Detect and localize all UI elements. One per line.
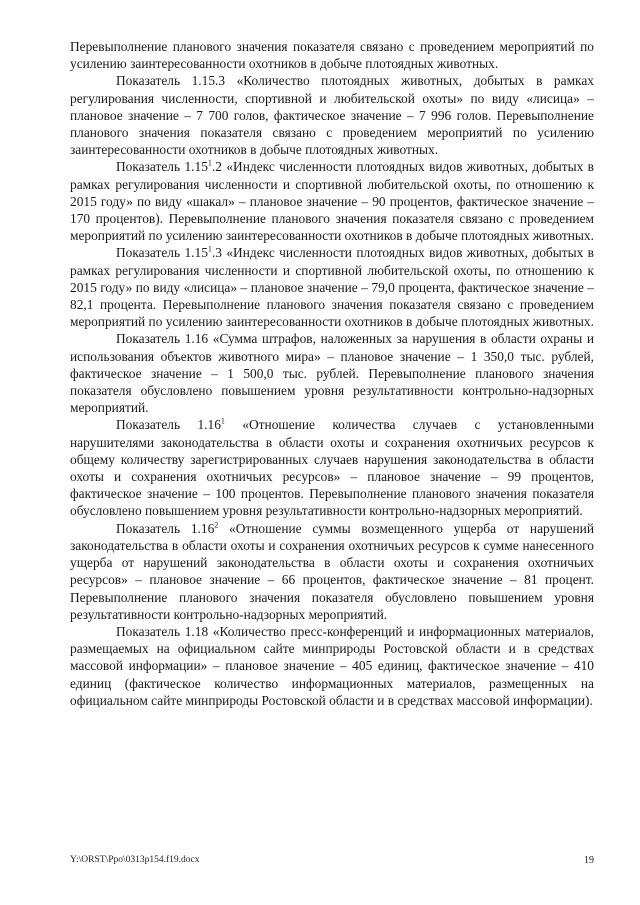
- paragraph-continuation: Перевыполнение планового значения показателя связано с проведением мероприятий по усилению заинтересованности охотников в добыче плотоядных животных.: [70, 39, 594, 72]
- paragraph-indicator-1-18: Показатель 1.18 «Количество пресс-конференций и информационных материалов, размещаемых на официальном сайте минприроды Ростовской области и в средствах массовой информации» – плановое значение – 405 единиц, фактическое значение – 410 единиц (фактическое количество информационных материалов, размещенных на официальном сайте минприроды Ростовской области и в средствах массовой информации).: [70, 623, 594, 708]
- footer-file-path: Y:\ORST\Ppo\0313p154.f19.docx: [70, 855, 200, 865]
- document-body: [70, 38, 594, 709]
- indicator-label: Показатель 1.15: [116, 245, 208, 261]
- indicator-label: Показатель 1.16: [116, 417, 221, 433]
- page-number: 19: [584, 855, 594, 866]
- paragraph-text: «Отношение суммы возмещенного ущерба от нарушений законодательства в области охоты и сохранения охотничьих ресурсов к сумме нанесенного ущерба от нарушений законодательства в области охоты и сохранения охотничьих ресурсов» – плановое значение – 66 процентов, фактическое значение – 81 процент. Перевыполнение планового значения показателя обусловлено повышением уровня результативности контрольно-надзорных мероприятий.: [70, 520, 594, 622]
- paragraph-indicator-1-15-1-3: [70, 244, 594, 330]
- indicator-label: Показатель 1.16: [116, 520, 215, 536]
- superscript: 1: [220, 417, 225, 426]
- superscript: 1: [207, 158, 212, 168]
- paragraph-indicator-1-16-2: [70, 520, 594, 623]
- paragraph-text: .3 «Индекс численности плотоядных видов животных, добытых в рамках регулирования численности и спортивной любительской охоты, по отношению к 2015 году» по виду «лисица» – плановое значение – 79,0 процента, фактическое значение – 82,1 процента. Перевыполнение планового значения показателя связано с проведением мероприятий по усилению заинтересованности охотников в добыче плотоядных животных.: [70, 245, 594, 330]
- paragraph-indicator-1-15-3: Показатель 1.15.3 «Количество плотоядных животных, добытых в рамках регулирования численности, спортивной и любительской охоты» по виду «лисица» – плановое значение – 7 700 голов, фактическое значение – 7 996 голов. Перевыполнение планового значения показателя связано с проведением мероприятий по усилению заинтересованности охотников в добыче плотоядных животных.: [70, 73, 594, 158]
- superscript: 2: [214, 520, 219, 530]
- paragraph-text: «Отношение количества случаев с установленными нарушителями законодательства в области охоты и сохранения охотничьих ресурсов к общему количеству зарегистрированных случаев нарушения законодательства в области охоты и сохранения охотничьих ресурсов» – плановое значение – 99 процентов, фактическое значение – 100 процентов. Перевыполнение планового значения показателя обусловлено повышением уровня результативности контрольно-надзорных мероприятий.: [70, 417, 594, 519]
- paragraph-indicator-1-16-1: [70, 416, 594, 519]
- superscript: 1: [207, 244, 212, 254]
- indicator-label: Показатель 1.15: [116, 159, 208, 175]
- paragraph-text: .2 «Индекс численности плотоядных видов животных, добытых в рамках регулирования численности и спортивной любительской охоты, по отношению к 2015 году» по виду «шакал» – плановое значение – 90 процентов, фактическое значение – 170 процентов). Перевыполнение планового значения показателя связано с проведением мероприятий по усилению заинтересованности охотников в добыче плотоядных животных.: [70, 159, 594, 244]
- paragraph-indicator-1-15-1-2: [70, 158, 594, 244]
- paragraph-indicator-1-16: Показатель 1.16 «Сумма штрафов, наложенных за нарушения в области охраны и использования объектов животного мира» – плановое значение – 1 350,0 тыс. рублей, фактическое значение – 1 500,0 тыс. рублей. Перевыполнение планового значения показателя обусловлено повышением уровня результативности контрольно-надзорных мероприятий.: [70, 331, 594, 416]
